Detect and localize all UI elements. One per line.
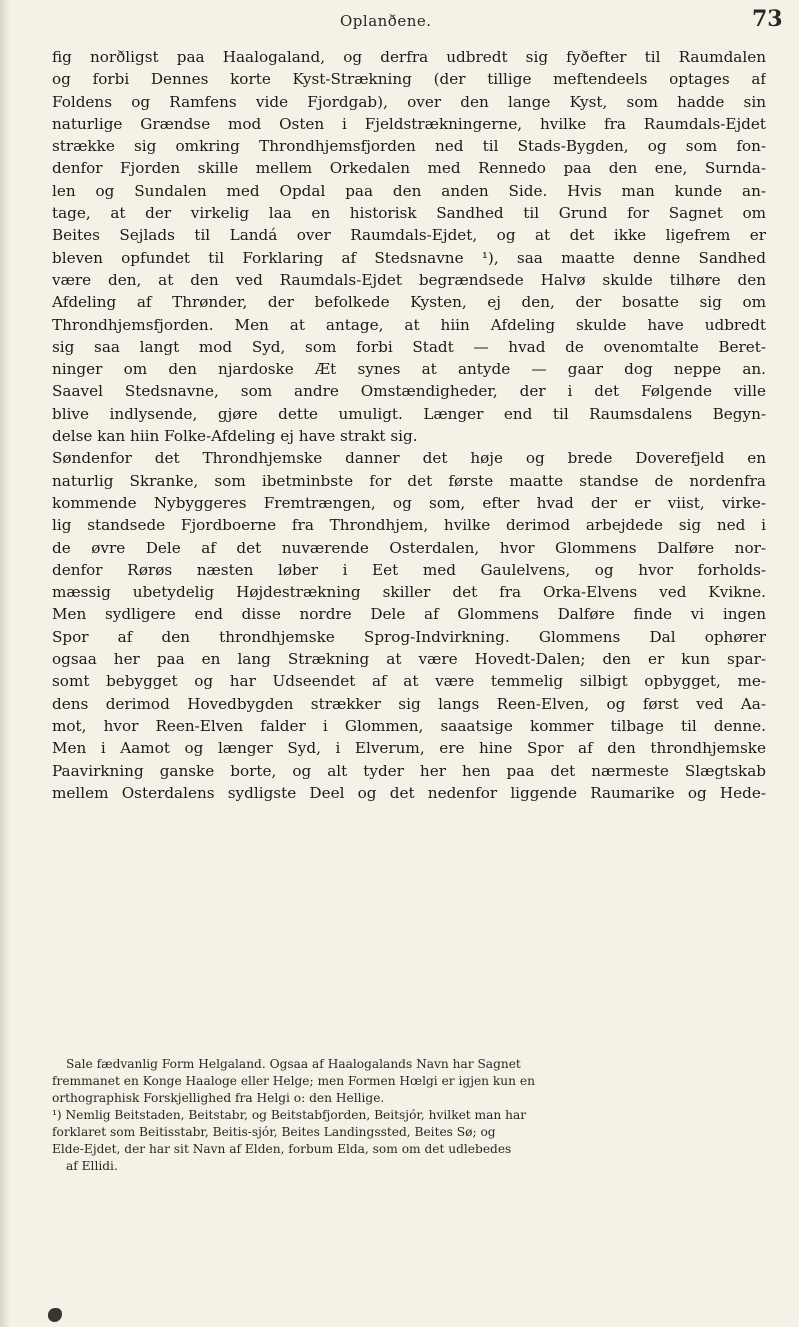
page-number: 73 — [752, 6, 783, 32]
footnote-line: af Ellidi. — [66, 1159, 118, 1173]
text-line: naturlig Skranke, som ibetminbste for det første maatte standse de nordenfra — [52, 471, 766, 490]
text-line: ogsaa her paa en lang Strækning at være Hovedt-Dalen; den er kun spar- — [52, 650, 766, 669]
binding-edge — [0, 0, 10, 1327]
text-line: sig saa langt mod Syd, som forbi Stadt — hvad de ovenomtalte Beret- — [52, 337, 766, 356]
text-line: Spor af den throndhjemske Sprog-Indvirkning. Glommens Dal ophører — [52, 627, 766, 646]
text-line: kommende Nybyggeres Fremtrængen, og som, efter hvad der er viist, virke- — [52, 493, 766, 512]
text-line: og forbi Dennes korte Kyst-Strækning (der tillige meftendeels optages af — [52, 70, 766, 89]
text-line: denfor Rørøs næsten løber i Eet med Gaulelvens, og hvor forholds- — [52, 560, 766, 579]
footnote-line: orthographisk Forskjellighed fra Helgi o: den Hellige. — [52, 1091, 385, 1105]
text-line: fig norðligst paa Haalogaland, og derfra udbredt sig fyðefter til Raumdalen — [52, 48, 766, 66]
footnote-line: Elde-Ejdet, der har sit Navn af Elden, forbum Elda, som om det udlebedes — [52, 1142, 512, 1156]
text-line: Saavel Stedsnavne, som andre Omstændigheder, der i det Følgende ville — [52, 382, 766, 401]
running-head: Oplanðene. — [340, 12, 432, 30]
footnote-line: ¹) Nemlig Beitstaden, Beitstabr, og Beitstabfjorden, Beitsjór, hvilket man har — [52, 1108, 527, 1122]
text-line: Afdeling af Thrønder, der befolkede Kysten, ej den, der bosatte sig om — [52, 293, 766, 312]
text-line: strække sig omkring Throndhjemsfjorden ned til Stads-Bygden, og som fon- — [52, 137, 766, 156]
text-line: tage, at der virkelig laa en historisk Sandhed til Grund for Sagnet om — [52, 204, 766, 223]
text-line: Men sydligere end disse nordre Dele af Glommens Dalføre finde vi ingen — [52, 605, 766, 624]
footnotes — [52, 1056, 766, 1175]
text-line: Paavirkning ganske borte, og alt tyder her hen paa det nærmeste Slægtskab — [52, 761, 766, 780]
text-line: Men i Aamot og længer Syd, i Elverum, ere hine Spor af den throndhjemske — [52, 739, 766, 758]
ink-blot-mark — [48, 1308, 62, 1322]
text-line: delse kan hiin Folke-Afdeling ej have strakt sig. — [52, 427, 418, 446]
text-line: dens derimod Hovedbygden strækker sig langs Reen-Elven, og først ved Aa- — [52, 694, 766, 713]
text-line: blive indlysende, gjøre dette umuligt. Længer end til Raumsdalens Begyn- — [52, 404, 766, 423]
text-line: Foldens og Ramfens vide Fjordgab), over den lange Kyst, som hadde sin — [52, 92, 766, 111]
text-line: naturlige Grændse mod Osten i Fjeldstrækningerne, hvilke fra Raumdals-Ejdet — [52, 114, 766, 133]
text-line: de øvre Dele af det nuværende Osterdalen, hvor Glommens Dalføre nor- — [52, 538, 766, 557]
text-line: lig standsede Fjordboerne fra Throndhjem, hvilke derimod arbejdede sig ned i — [52, 516, 766, 535]
text-line: være den, at den ved Raumdals-Ejdet begrændsede Halvø skulde tilhøre den — [52, 270, 766, 289]
text-line: Søndenfor det Throndhjemske danner det høje og brede Doverefjeld en — [52, 449, 766, 468]
text-line: ninger om den njardoske Æt synes at antyde — gaar dog neppe an. — [52, 360, 766, 379]
text-line: denfor Fjorden skille mellem Orkedalen med Rennedo paa den ene, Surnda- — [52, 159, 766, 178]
body-text — [52, 46, 766, 804]
text-line: mot, hvor Reen-Elven falder i Glommen, saaatsige kommer tilbage til denne. — [52, 716, 766, 735]
text-line: Throndhjemsfjorden. Men at antage, at hiin Afdeling skulde have udbredt — [52, 315, 766, 334]
footnote-line: forklaret som Beitisstabr, Beitis-sjór, Beites Landingssted, Beites Sø; og — [52, 1125, 496, 1139]
text-line: len og Sundalen med Opdal paa den anden Side. Hvis man kunde an- — [52, 181, 766, 200]
text-line: somt bebygget og har Udseendet af at være temmelig silbigt opbygget, me- — [52, 672, 766, 691]
text-line: Beites Sejlads til Landá over Raumdals-Ejdet, og at det ikke ligefrem er — [52, 226, 766, 245]
text-line: bleven opfundet til Forklaring af Stedsnavne ¹), saa maatte denne Sandhed — [52, 248, 766, 267]
text-line: mellem Osterdalens sydligste Deel og det nedenfor liggende Raumarike og Hede- — [52, 783, 766, 802]
text-line: mæssig ubetydelig Højdestrækning skiller det fra Orka-Elvens ved Kvikne. — [52, 583, 766, 602]
footnote-line: fremmanet en Konge Haaloge eller Helge; men Formen Hœlgi er igjen kun en — [52, 1074, 535, 1088]
footnote-line: Sale fædvanlig Form Helgaland. Ogsaa af Haalogalands Navn har Sagnet — [66, 1057, 521, 1071]
